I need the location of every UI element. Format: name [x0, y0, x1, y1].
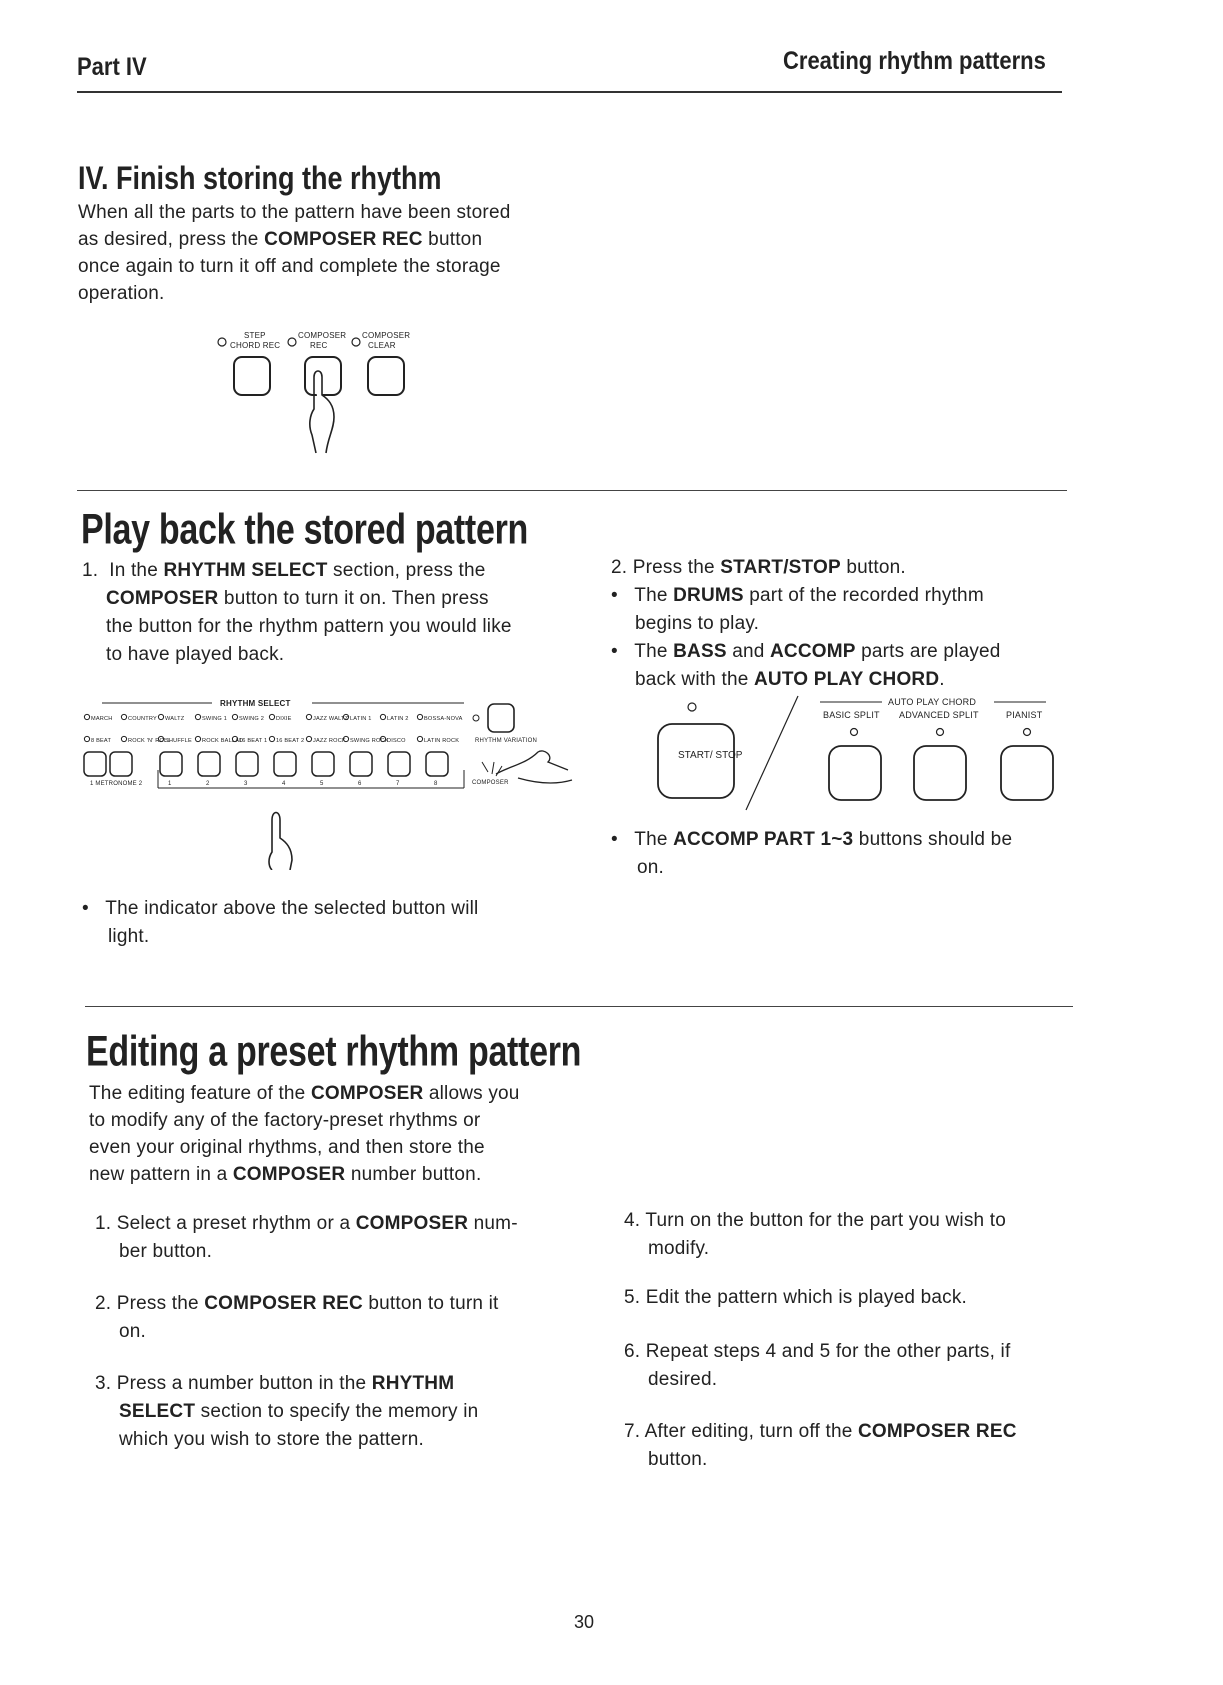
rhythm-label: WALTZ — [165, 716, 185, 722]
rhythm-number-button — [198, 752, 220, 776]
svg-text:START/ STOP: START/ STOP — [678, 750, 743, 761]
svg-text:COMPOSER: COMPOSER — [362, 331, 411, 340]
svg-text:RHYTHM SELECT: RHYTHM SELECT — [220, 699, 291, 708]
text-line: back with the AUTO PLAY CHORD. — [635, 669, 945, 690]
rhythm-label: SHUFFLE — [165, 738, 192, 744]
text-line: 5. Edit the pattern which is played back. — [624, 1287, 968, 1308]
rhythm-number-button — [350, 752, 372, 776]
edit-step-1 — [95, 1210, 555, 1266]
svg-text:RHYTHM VARIATION: RHYTHM VARIATION — [475, 738, 537, 744]
indicator-icon — [232, 714, 237, 719]
rhythm-label: JAZZ WALTZ — [313, 716, 349, 722]
svg-text:STEP: STEP — [244, 331, 266, 340]
pianist-button — [1001, 746, 1053, 800]
indicator-icon — [269, 714, 274, 719]
text-line: which you wish to store the pattern. — [119, 1429, 425, 1450]
text-line: • The DRUMS part of the recorded rhythm — [611, 585, 984, 606]
step-1 — [82, 557, 544, 669]
page-number: 30 — [574, 1612, 595, 1632]
bullet-accomp — [611, 826, 1071, 882]
header-rule — [77, 91, 1062, 93]
text-line: light. — [108, 926, 150, 947]
indicator-icon — [84, 736, 89, 741]
text-line: once again to turn it off and complete the storage — [78, 256, 501, 277]
step-chord-rec-button — [234, 357, 270, 395]
button-number-label: 7 — [396, 781, 400, 787]
rhythm-number-button — [274, 752, 296, 776]
text-line: on. — [119, 1321, 147, 1342]
rhythm-label: LATIN 1 — [350, 716, 372, 722]
basic-split-button — [829, 746, 881, 800]
text-line: as desired, press the COMPOSER REC button — [78, 229, 483, 250]
composer-rec-button — [305, 357, 341, 395]
rhythm-label: SWING 1 — [202, 716, 228, 722]
button-number-label: 5 — [320, 781, 324, 787]
section-finish-title: IV. Finish storing the rhythm — [78, 160, 442, 196]
rhythm-label: DIXIE — [276, 716, 292, 722]
rhythm-label: 8 BEAT — [91, 738, 112, 744]
section-rule — [85, 1006, 1073, 1007]
composer-buttons-figure — [210, 325, 420, 460]
rhythm-label: MARCH — [91, 716, 113, 722]
section-finish-text — [78, 199, 548, 307]
button-number-label: 6 — [358, 781, 362, 787]
indicator-icon — [306, 736, 311, 741]
text-line: 2. Press the COMPOSER REC button to turn it — [95, 1293, 499, 1314]
svg-text:COMPOSER: COMPOSER — [298, 331, 347, 340]
svg-text:PIANIST: PIANIST — [1006, 710, 1043, 720]
edit-step-3 — [95, 1370, 555, 1454]
indicator-icon — [417, 714, 422, 719]
text-line: SELECT section to specify the memory in — [119, 1401, 479, 1422]
rhythm-label: JAZZ ROCK — [313, 738, 346, 744]
indicator-icon — [121, 736, 126, 741]
rhythm-number-button — [110, 752, 132, 776]
rhythm-label: LATIN 2 — [387, 716, 409, 722]
svg-text:AUTO PLAY CHORD: AUTO PLAY CHORD — [888, 697, 977, 707]
text-line: The editing feature of the COMPOSER allows you — [89, 1083, 520, 1104]
part-label: Part IV — [77, 52, 147, 81]
rhythm-label: BOSSA-NOVA — [424, 716, 463, 722]
rhythm-label: 16 BEAT 2 — [276, 738, 305, 744]
indicator-icon — [84, 714, 89, 719]
button-number-label: 2 — [206, 781, 210, 787]
rhythm-number-button — [388, 752, 410, 776]
indicator-icon — [380, 714, 385, 719]
section-playback-title: Play back the stored pattern — [81, 506, 528, 554]
bullet-indicator — [82, 895, 552, 951]
indicator-icon — [195, 736, 200, 741]
auto-play-chord-figure — [650, 692, 1055, 817]
svg-text:REC: REC — [310, 341, 328, 350]
svg-text:CLEAR: CLEAR — [368, 341, 396, 350]
text-line: to have played back. — [106, 644, 285, 665]
rhythm-number-button — [312, 752, 334, 776]
rhythm-number-button — [236, 752, 258, 776]
start-stop-button — [658, 724, 734, 798]
indicator-icon — [158, 714, 163, 719]
rhythm-number-button — [84, 752, 106, 776]
text-line: modify. — [648, 1238, 710, 1259]
section-rule — [77, 490, 1067, 491]
rhythm-label: LATIN ROCK — [424, 738, 460, 744]
edit-step-2 — [95, 1290, 555, 1346]
text-line: desired. — [648, 1369, 718, 1390]
chapter-title: Creating rhythm patterns — [783, 46, 1046, 75]
rhythm-label: DISCO — [387, 738, 406, 744]
rhythm-label: SWING 2 — [239, 716, 265, 722]
rhythm-label: ROCK 'N' ROLL — [128, 738, 171, 744]
step-2 — [611, 554, 1071, 694]
text-line: • The indicator above the selected button will — [82, 898, 479, 919]
rhythm-number-button — [160, 752, 182, 776]
text-line: 4. Turn on the button for the part you wish to — [624, 1210, 1007, 1231]
text-line: When all the parts to the pattern have been stored — [78, 202, 511, 223]
text-line: 7. After editing, turn off the COMPOSER REC — [624, 1421, 1017, 1442]
edit-step-5 — [624, 1284, 1084, 1312]
svg-text:BASIC SPLIT: BASIC SPLIT — [823, 710, 880, 720]
svg-text:ADVANCED SPLIT: ADVANCED SPLIT — [899, 710, 979, 720]
indicator-icon — [306, 714, 311, 719]
composer-button — [488, 704, 514, 732]
svg-text:COMPOSER: COMPOSER — [472, 780, 509, 786]
text-line: • The ACCOMP PART 1~3 buttons should be — [611, 829, 1013, 850]
rhythm-select-figure — [82, 690, 580, 870]
text-line: COMPOSER button to turn it on. Then press — [106, 588, 489, 609]
pointing-finger-icon — [269, 813, 292, 871]
button-number-label: 4 — [282, 781, 286, 787]
pointing-finger-icon — [310, 371, 334, 453]
edit-step-6 — [624, 1338, 1084, 1394]
text-line: button. — [648, 1449, 708, 1470]
composer-clear-button — [368, 357, 404, 395]
text-line: ber button. — [119, 1241, 213, 1262]
text-line: 2. Press the START/STOP button. — [611, 557, 906, 578]
text-line: • The BASS and ACCOMP parts are played — [611, 641, 1001, 662]
text-line: on. — [637, 857, 665, 878]
indicator-icon — [269, 736, 274, 741]
editing-intro — [89, 1080, 549, 1188]
text-line: 6. Repeat steps 4 and 5 for the other parts, if — [624, 1341, 1011, 1362]
hand-pressing-icon — [496, 751, 572, 783]
svg-text:CHORD REC: CHORD REC — [230, 341, 281, 350]
text-line: 1. In the RHYTHM SELECT section, press the — [82, 560, 486, 581]
button-number-label: 3 — [244, 781, 248, 787]
rhythm-label: SWING ROCK — [350, 738, 389, 744]
text-line: the button for the rhythm pattern you would like — [106, 616, 512, 637]
text-line: new pattern in a COMPOSER number button. — [89, 1164, 482, 1185]
indicator-icon — [121, 714, 126, 719]
rhythm-label: COUNTRY — [128, 716, 157, 722]
button-number-label: 8 — [434, 781, 438, 787]
edit-step-4 — [624, 1207, 1084, 1263]
edit-step-7 — [624, 1418, 1084, 1474]
text-line: begins to play. — [635, 613, 760, 634]
indicator-icon — [195, 714, 200, 719]
rhythm-number-button — [426, 752, 448, 776]
text-line: 1. Select a preset rhythm or a COMPOSER num- — [95, 1213, 518, 1234]
advanced-split-button — [914, 746, 966, 800]
indicator-icon — [417, 736, 422, 741]
rhythm-label: 16 BEAT 1 — [239, 738, 268, 744]
text-line: even your original rhythms, and then store the — [89, 1137, 485, 1158]
button-number-label: 1 — [168, 781, 172, 787]
text-line: 3. Press a number button in the RHYTHM — [95, 1373, 455, 1394]
section-editing-title: Editing a preset rhythm pattern — [86, 1028, 582, 1076]
button-number-label: 1 METRONOME 2 — [90, 781, 143, 787]
text-line: operation. — [78, 283, 165, 304]
text-line: to modify any of the factory-preset rhythms or — [89, 1110, 481, 1131]
rhythm-label: ROCK BALLAD — [202, 738, 244, 744]
